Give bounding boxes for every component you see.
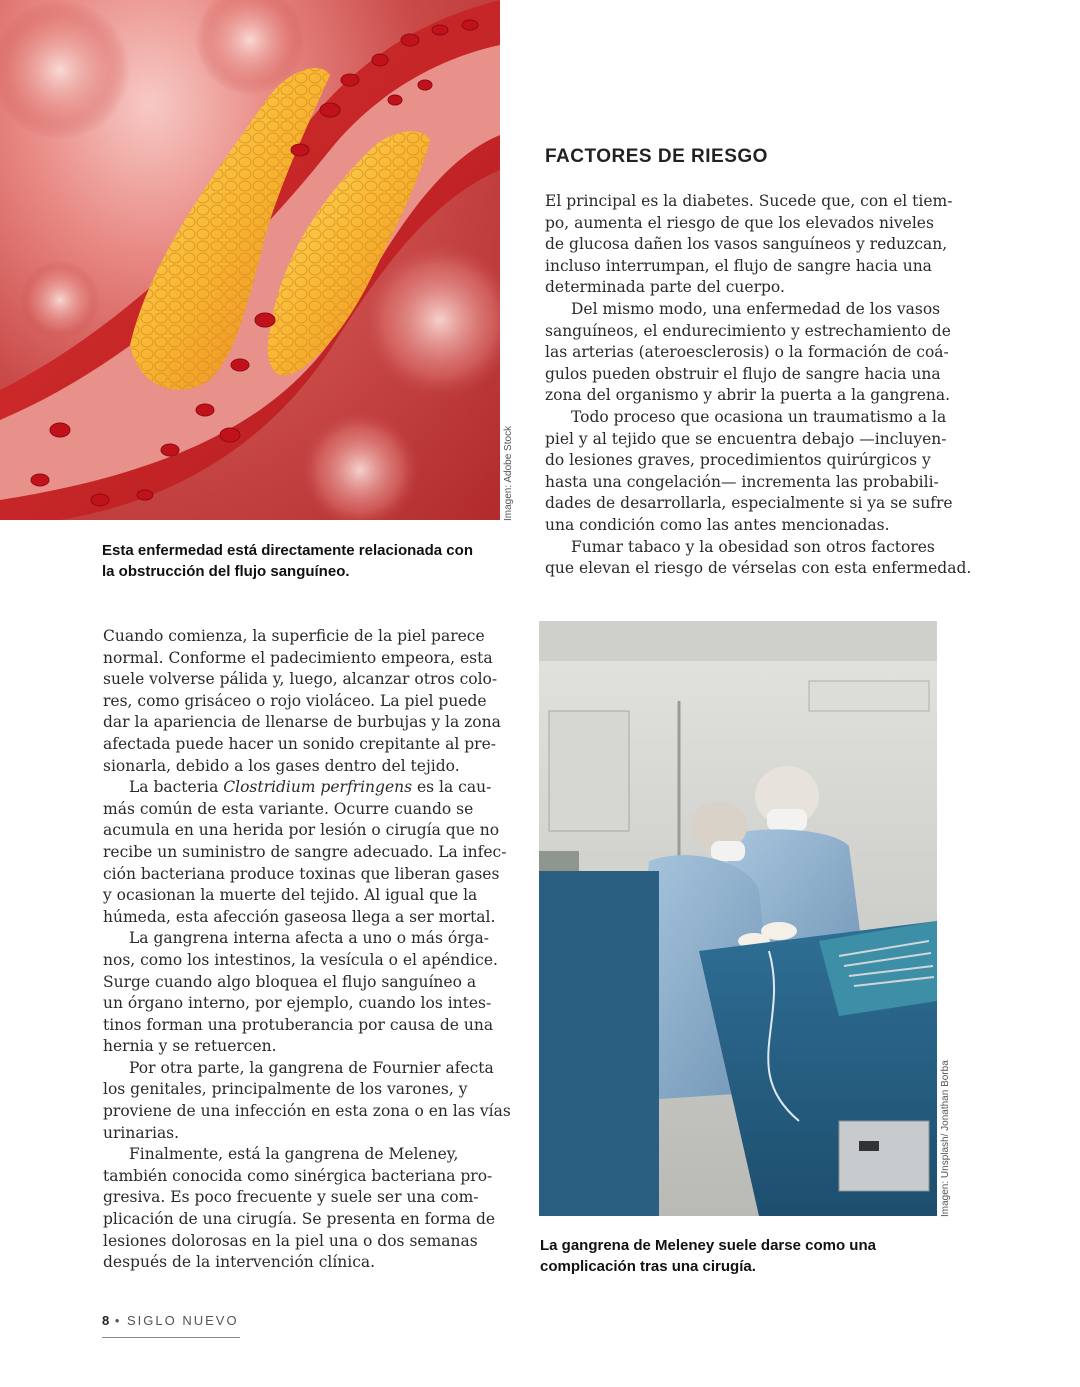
text-line: suele volverse pálida y, luego, alcanzar otros colo- [103,670,498,689]
text-line: Todo proceso que ocasiona un traumatismo a la [571,407,947,426]
text-line: po, aumenta el riesgo de que los elevados niveles [545,213,934,232]
text-line: los genitales, principalmente de los varones, y [103,1080,468,1099]
text-line: recibe un suministro de sangre adecuado. La infec- [103,842,507,861]
top-image-credit: Imagen: Adobe Stock [503,425,514,521]
caption-line: La gangrena de Meleney suele darse como una [540,1237,876,1254]
footer-rule [102,1337,240,1338]
text-line: después de la intervención clínica. [103,1253,376,1272]
text-line: La gangrena interna afecta a uno o más órga- [129,929,490,948]
text-line: dades de desarrollarla, especialmente si ya se sufre [545,494,953,513]
text-line: Del mismo modo, una enfermedad de los vasos [571,299,941,318]
text-line: y ocasionan la muerte del tejido. Al igual que la [103,886,478,905]
text-line [103,777,503,799]
text-line: determinada parte del cuerpo. [545,278,785,297]
artery-illustration [0,0,500,520]
caption-line: complicación tras una cirugía. [540,1258,756,1275]
text-line: dar la apariencia de llenarse de burbujas y la zona [103,713,501,732]
text-line: lesiones dolorosas en la piel una o dos semanas [103,1231,478,1250]
footer-separator: • [109,1313,128,1328]
text-line: que elevan el riesgo de vérselas con esta enfermedad. [545,559,972,578]
text-line: res, como grisáceo o rojo violáceo. La piel puede [103,691,487,710]
text-line: gulos pueden obstruir el flujo de sangre hacia una [545,364,941,383]
text-line: zona del organismo y abrir la puerta a la gangrena. [545,386,951,405]
text-line: normal. Conforme el padecimiento empeora, esta [103,648,493,667]
surgery-photo [539,621,937,1216]
text-line: de glucosa dañen los vasos sanguíneos y reduzcan, [545,235,948,254]
text-line: un órgano interno, por ejemplo, cuando los intes- [103,994,492,1013]
text-line: El principal es la diabetes. Sucede que, con el tiem- [545,192,953,210]
text-line: Fumar tabaco y la obesidad son otros factores [571,537,935,556]
text-line: Por otra parte, la gangrena de Fournier afecta [129,1058,494,1077]
text-line: las arterias (ateroesclerosis) o la formación de coá- [545,343,949,362]
text-line: Cuando comienza, la superficie de la piel parece [103,627,485,645]
text-line: hasta una congelación— incrementa las probabili- [545,472,939,491]
text-line: urinarias. [103,1123,180,1142]
text-line: nos, como los intestinos, la vesícula o el apéndice. [103,950,498,969]
text-line: do lesiones graves, procedimientos quirúrgicos y [545,451,931,470]
main-body-text [103,626,511,1274]
text-line: también conocida como sinérgica bacteriana pro- [103,1166,493,1185]
bottom-image-caption [540,1235,960,1277]
section-heading: FACTORES DE RIESGO [545,146,768,167]
text-line: sanguíneos, el endurecimiento y estrechamiento de [545,321,951,340]
bottom-image-credit: Imagen: Unsplash/ Jonathan Borba [940,1060,951,1217]
text-line: acumula en una herida por lesión o cirugía que no [103,821,500,840]
magazine-name: SIGLO NUEVO [127,1313,239,1328]
text-line: húmeda, esta afección gaseosa llega a ser mortal. [103,907,496,926]
caption-line: la obstrucción del flujo sanguíneo. [102,563,350,580]
bacteria-name: Clostridium perfringens [223,778,413,797]
text-line: proviene de una infección en esta zona o en las vías [103,1102,511,1121]
top-image-caption [102,540,522,582]
text-line: afectada puede hacer un sonido crepitante al pre- [103,734,496,753]
text-line: ción bacteriana produce toxinas que liberan gases [103,864,500,883]
risk-factors-text [545,191,972,580]
text-fragment: La bacteria [129,778,224,797]
text-line: incluso interrumpan, el flujo de sangre hacia una [545,256,932,275]
text-line: sionarla, debido a los gases dentro del tejido. [103,756,460,775]
page-footer [102,1313,239,1328]
text-line: piel y al tejido que se encuentra debajo —incluyen- [545,429,947,448]
text-line: plicación de una cirugía. Se presenta en forma de [103,1210,496,1229]
text-line: tinos forman una protuberancia por causa de una [103,1015,494,1034]
text-line: una condición como las antes mencionadas. [545,515,890,534]
text-line: gresiva. Es poco frecuente y suele ser una com- [103,1188,479,1207]
text-line: Finalmente, está la gangrena de Meleney, [129,1145,459,1164]
text-fragment: es la cau- [412,778,492,797]
page-number: 8 [102,1313,110,1328]
text-line: más común de esta variante. Ocurre cuando se [103,799,474,818]
text-line: Surge cuando algo bloquea el flujo sanguíneo a [103,972,477,991]
caption-line: Esta enfermedad está directamente relacionada con [102,542,473,559]
text-line: hernia y se retuercen. [103,1037,277,1056]
